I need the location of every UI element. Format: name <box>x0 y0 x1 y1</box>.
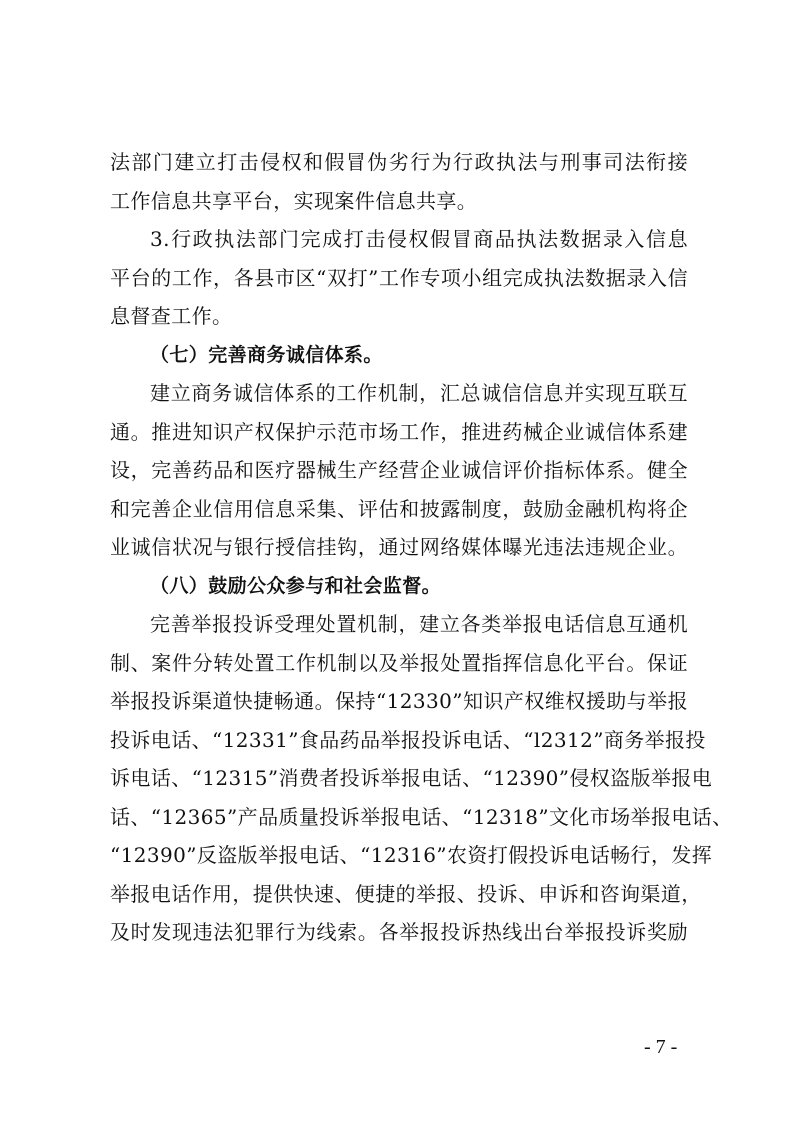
page-number: - 7 - <box>644 1036 678 1058</box>
text-line: 完善举报投诉受理处置机制，建立各类举报电话信息互通机 <box>150 612 688 636</box>
text-line: 平台的工作，各县市区“双打”工作专项小组完成执法数据录入信 <box>110 265 688 290</box>
section-heading: （八）鼓励公众参与和社会监督。 <box>150 574 442 597</box>
text-line: 及时发现违法犯罪行为线索。各举报投诉热线出台举报投诉奖励 <box>110 920 688 944</box>
text-line: 通。推进知识产权保护示范市场工作，推进药械企业诚信体系建 <box>110 419 688 444</box>
section-heading: （七）完善商务诚信体系。 <box>150 343 383 366</box>
text-line: 3.行政执法部门完成打击侵权假冒商品执法数据录入信息 <box>150 227 688 251</box>
text-line: “12390”反盗版举报电话、“12316”农资打假投诉电话畅行，发挥 <box>110 843 713 867</box>
text-line: 举报投诉渠道快捷畅通。保持“12330”知识产权维权援助与举报 <box>110 689 688 713</box>
text-line: 投诉电话、“12331”食品药品举报投诉电话、“l2312”商务举报投 <box>110 727 706 752</box>
text-line: 建立商务诚信体系的工作机制，汇总诚信信息并实现互联互 <box>150 381 688 405</box>
text-line: 话、“12365”产品质量投诉举报电话、“12318”文化市场举报电话、 <box>110 804 733 829</box>
text-line: 举报电话作用，提供快速、便捷的举报、投诉、申诉和咨询渠道， <box>110 881 702 906</box>
text-line: 设，完善药品和医疗器械生产经营企业诚信评价指标体系。健全 <box>110 458 688 482</box>
text-line: 法部门建立打击侵权和假冒伪劣行为行政执法与刑事司法衔接 <box>110 150 688 174</box>
text-line: 诉电话、“12315”消费者投诉举报电话、“12390”侵权盗版举报电 <box>110 766 713 790</box>
text-line: 和完善企业信用信息采集、评估和披露制度，鼓励金融机构将企 <box>110 496 688 521</box>
text-line: 工作信息共享平台，实现案件信息共享。 <box>110 188 478 213</box>
text-line: 息督查工作。 <box>110 304 233 328</box>
body-text <box>110 143 733 952</box>
text-line: 制、案件分转处置工作机制以及举报处置指挥信息化平台。保证 <box>110 650 688 675</box>
text-line: 业诚信状况与银行授信挂钩，通过网络媒体曝光违法违规企业。 <box>110 535 688 559</box>
